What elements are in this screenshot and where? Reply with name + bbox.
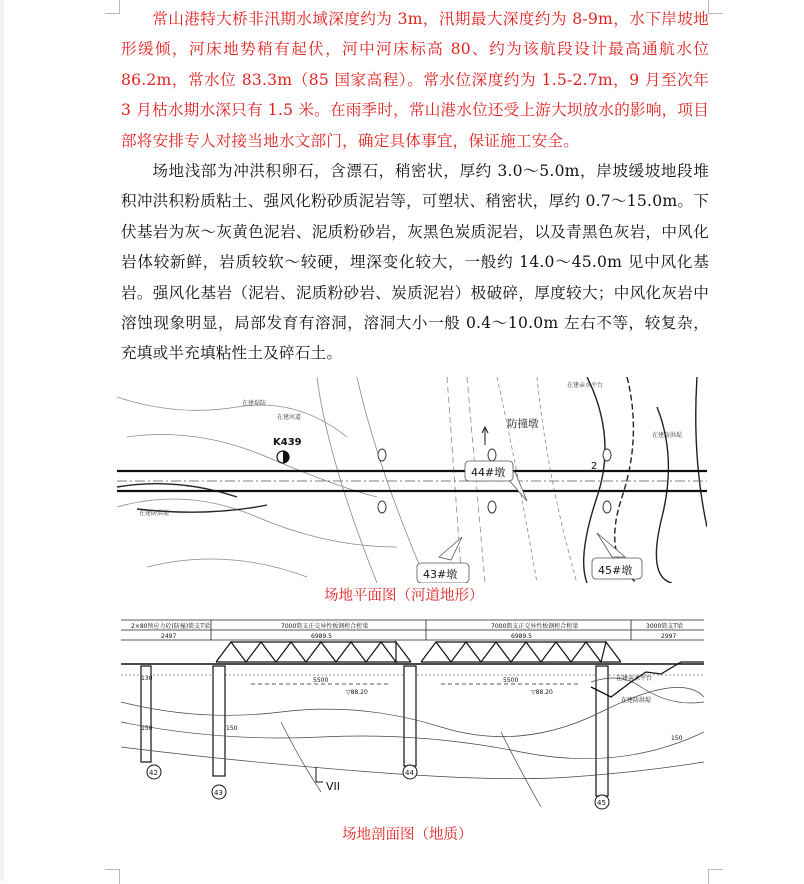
geologic-section-drawing	[121, 612, 704, 820]
label-levee-right-1: 在建亲水平台	[567, 382, 604, 389]
label-pier43: 43#墩	[423, 568, 458, 581]
paragraph-geology[interactable]	[121, 156, 709, 369]
margin-corner-bottom-left	[105, 869, 120, 884]
paragraph-hydrology[interactable]	[121, 4, 709, 156]
margin-corner-top-right	[708, 0, 723, 14]
elev-150-c: 150	[671, 735, 683, 742]
span-1: 5500	[313, 677, 329, 684]
callout-pier43	[417, 537, 469, 583]
pier-43: 43	[214, 789, 223, 797]
header-mid-2: 7000简支正交异性板钢桁合桁梁	[491, 623, 579, 630]
dim-6989-a: 6989.5	[311, 633, 332, 640]
dim-2997: 2997	[661, 633, 677, 640]
paragraph-hydrology-text[interactable]: 常山港特大桥非汛期水域深度约为 3m，汛期最大深度约为 8-9m，水下岸坡地形缓倾，河床地势稍有起伏，河中河床标高 80、约为该航段设计最高通航水位 86.2m，常水位 83.3m（85 国家高程）。常水位深度约为 1.5-2.7m，9 月至次年 3 月枯水期水深只有 1.5 米。在雨季时，常山港水位还受上游大坝放水的影响，项目部将安排专人对接当地水文部门，确定具体事宜，保证施工安全。	[121, 10, 709, 150]
label-levee-left-1: 在建堤防	[242, 400, 267, 407]
label-levee-left-2: 在建河道	[277, 414, 302, 421]
pier-42: 42	[149, 769, 158, 777]
site-plan-figure[interactable]	[117, 377, 707, 583]
truss-span-1	[216, 642, 411, 662]
figure2-caption: 场地剖面图（地质）	[342, 827, 473, 843]
section-mark: VII	[326, 780, 341, 793]
figure1-caption: 场地平面图（河道地形）	[324, 588, 484, 604]
elev-130: 130	[141, 675, 153, 682]
dim-2497: 2497	[161, 633, 177, 640]
label-pier44: 44#墩	[471, 466, 506, 479]
callout-pier45	[592, 533, 642, 579]
label-k439: K439	[273, 437, 302, 448]
right-label-2: 在建防洪堤	[621, 697, 652, 704]
header-right: 3000简支T梁	[646, 623, 683, 630]
pier-44: 44	[405, 769, 414, 777]
margin-corner-bottom-right	[708, 869, 723, 884]
pier-45: 45	[597, 799, 606, 807]
label-levee-left-3: 在建防洪堤	[139, 510, 170, 517]
label-anticollision: 防撞墩	[507, 418, 539, 430]
label-num-2: 2	[591, 461, 598, 472]
waterlevel-1: ▽88.20	[346, 689, 368, 696]
dim-6989-b: 6989.5	[511, 633, 532, 640]
span-2: 5500	[503, 677, 519, 684]
label-levee-right-2: 在建防洪堤	[652, 432, 683, 439]
margin-corner-top-left	[105, 0, 120, 14]
header-mid-1: 7000简支正交异性板钢桁合桁梁	[281, 623, 369, 630]
elev-150: 150	[141, 725, 153, 732]
geologic-section-figure[interactable]	[121, 612, 704, 820]
paragraph-geology-text[interactable]: 场地浅部为冲洪积卵石，含漂石，稍密状，厚约 3.0～5.0m，岸坡缓坡地段堆积冲洪积粉质粘土、强风化粉砂质泥岩等，可塑状、稍密状，厚约 0.7～15.0m。下伏基岩为灰～灰黄色泥岩、泥质粉砂岩，灰黑色炭质泥岩，以及青黑色灰岩，中风化岩体较新鲜，岩质较软～较硬，埋深变化较大，一般约 14.0～45.0m 见中风化基岩。强风化基岩（泥岩、泥质粉砂岩、炭质泥岩）极破碎，厚度较大；中风化灰岩中溶蚀现象明显，局部发育有溶洞，溶洞大小一般 0.4～10.0m 左右不等，较复杂，充填或半充填粘性土及碎石土。	[121, 162, 709, 363]
header-left: 2×80预应力砼(防撞)简支T梁	[131, 623, 210, 630]
label-pier45: 45#墩	[598, 564, 633, 577]
callout-pier44	[465, 461, 527, 501]
truss-span-2	[421, 642, 621, 662]
window-left-edge	[0, 0, 4, 881]
waterlevel-2: ▽88.20	[531, 689, 553, 696]
elev-150-b: 150	[226, 725, 238, 732]
site-plan-drawing	[117, 377, 707, 583]
right-label-1: 在建亲水平台	[616, 675, 653, 682]
